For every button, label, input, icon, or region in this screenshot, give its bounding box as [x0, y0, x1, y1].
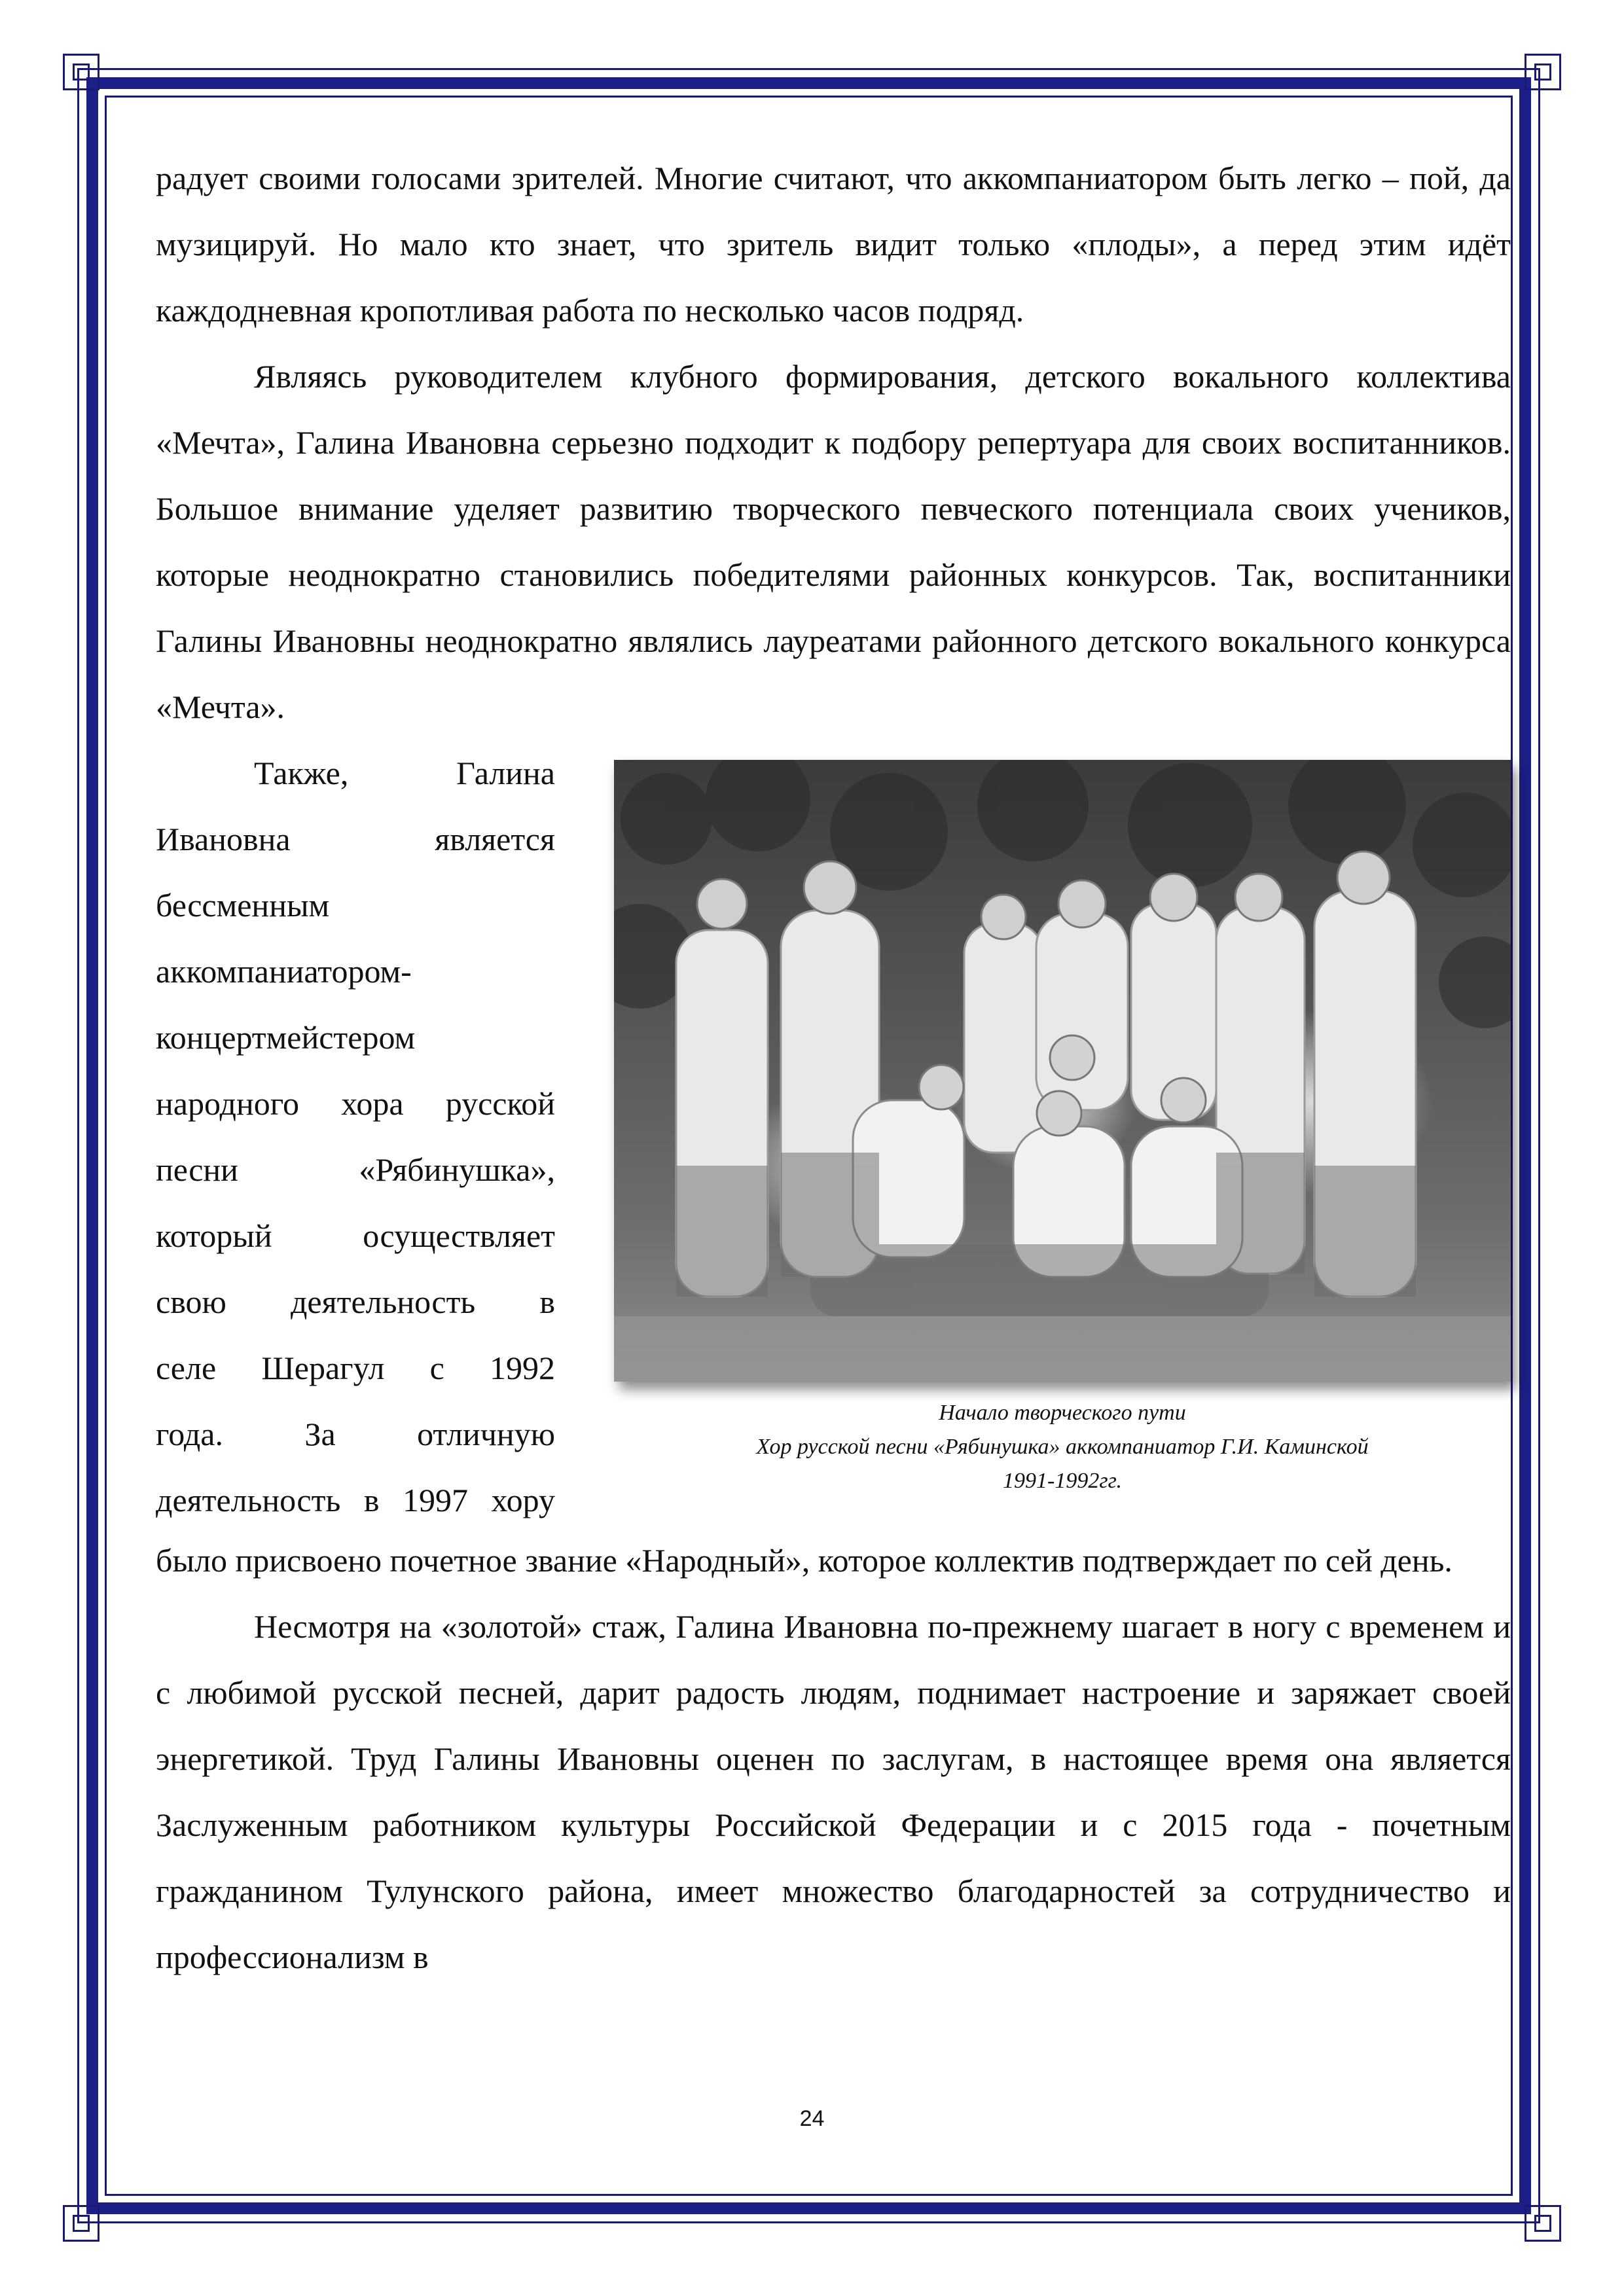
photo-figure	[614, 760, 1511, 1498]
wrapped-line: Ивановна является	[156, 821, 555, 857]
caption-line: 1991-1992гг.	[1003, 1469, 1122, 1493]
text-with-figure	[156, 740, 1511, 1528]
wrapped-line: селе Шерагул с 1992	[156, 1350, 555, 1386]
wrapped-line: свою деятельность в	[156, 1283, 555, 1320]
paragraph: Несмотря на «золотой» стаж, Галина Ивановна по-прежнему шагает в ногу с временем и с любимой русской песней, дарит радость людям, поднимает настроение и заряжает своей энергетикой. Труд Галины Ивановны оценен по заслугам, в настоящее время она является Заслуженным работником культуры Российской Федерации и с 2015 года - почетным гражданином Тулунского района, имеет множество благодарностей за сотрудничество и профессионализм в	[156, 1608, 1511, 1975]
wrapped-line: Также, Галина	[254, 755, 555, 791]
paragraph: радует своими голосами зрителей. Многие считают, что аккомпаниатором быть легко – пой, да музицируй. Но мало кто знает, что зритель видит только «плоды», а перед этим идёт каждодневная кропотливая работа по несколько часов подряд.	[156, 160, 1511, 329]
frame-corner-ornament	[63, 2205, 99, 2242]
choir-group-photo	[614, 760, 1511, 1382]
caption-line: Хор русской песни «Рябинушка» аккомпаниатор Г.И. Каминской	[756, 1435, 1369, 1459]
frame-corner-ornament	[1525, 54, 1561, 90]
wrapped-text-column	[156, 740, 555, 1534]
wrapped-line: концертмейстером	[156, 1019, 416, 1056]
wrapped-line: года. За отличную	[156, 1416, 555, 1452]
page-content	[156, 145, 1511, 1990]
paragraph: было присвоено почетное звание «Народный», которое коллектив подтверждает по сей день.	[156, 1542, 1453, 1579]
photo-caption	[614, 1396, 1511, 1498]
frame-corner-ornament	[63, 54, 99, 90]
frame-corner-ornament	[1525, 2205, 1561, 2242]
wrapped-line: который осуществляет	[156, 1217, 555, 1254]
caption-line: Начало творческого пути	[939, 1401, 1186, 1425]
paragraph: Являясь руководителем клубного формирования, детского вокального коллектива «Мечта», Галина Ивановна серьезно подходит к подбору репертуара для своих воспитанников. Большое внимание уделяет развитию творческого певческого потенциала своих учеников, которые неоднократно становились победителями районных конкурсов. Так, воспитанники Галины Ивановны неоднократно являлись лауреатами районного детского вокального конкурса «Мечта».	[156, 358, 1511, 725]
wrapped-line: деятельность в 1997 хору	[156, 1482, 555, 1518]
photo-illustration	[614, 760, 1511, 1382]
wrapped-line: аккомпаниатором-	[156, 953, 412, 990]
wrapped-line: народного хора русской	[156, 1085, 555, 1122]
wrapped-line: песни «Рябинушка»,	[156, 1151, 555, 1188]
page-number: 24	[799, 2106, 825, 2131]
wrapped-line: бессменным	[156, 887, 330, 924]
